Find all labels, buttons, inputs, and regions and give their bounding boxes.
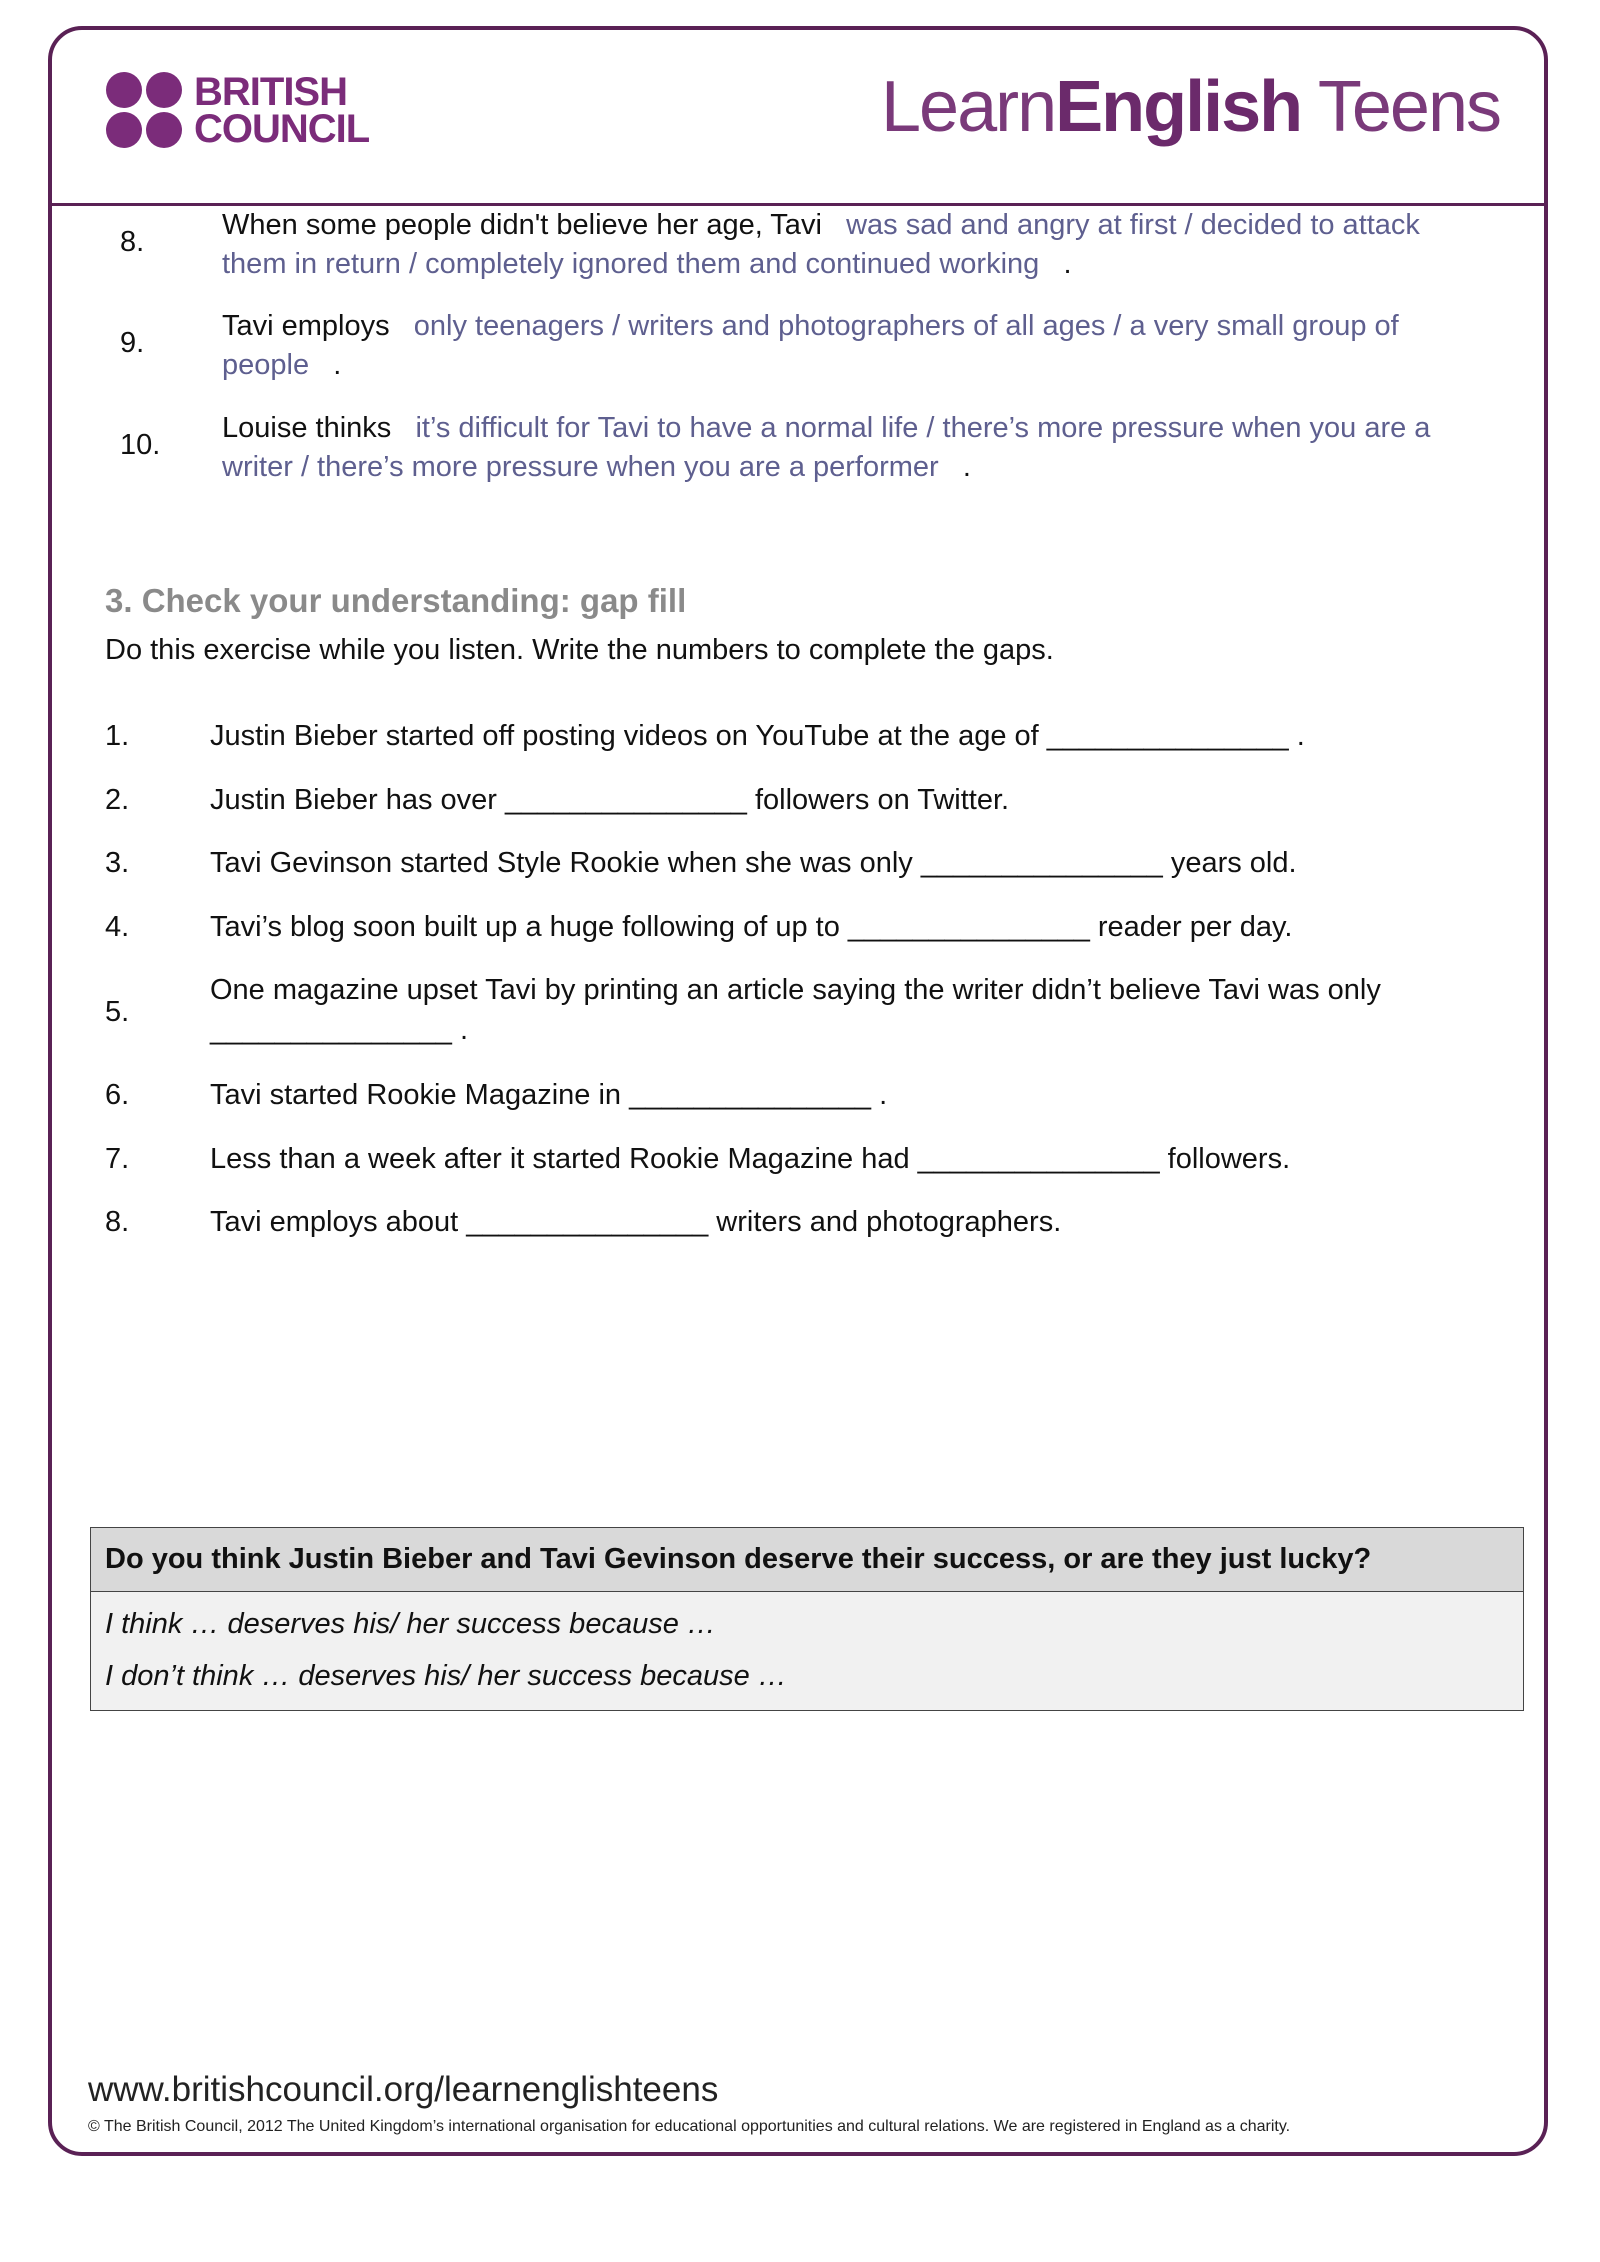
question-lead: When some people didn't believe her age, Tavi [222,209,822,241]
le-logo-english: English [1055,67,1302,147]
question-number: 10. [120,429,161,461]
british-council-logo [106,72,369,150]
item-number: 3. [105,847,130,879]
item-number: 1. [105,720,130,752]
item-text: Justin Bieber started off posting videos on YouTube at the age of _______________ . [210,720,1305,752]
item-text: Tavi Gevinson started Style Rookie when she was only _______________ years old. [210,847,1297,879]
question-lead: Louise thinks [222,412,392,444]
item-text: One magazine upset Tavi by printing an article saying the writer didn’t believe Tavi was only _______________ . [210,974,1381,1046]
question-number: 9. [120,327,145,359]
item-number: 8. [105,1206,130,1238]
discussion-prompt-2: I don’t think … deserves his/ her success because … [105,1660,787,1692]
learnenglish-teens-logo [881,66,1500,148]
question-end: . [1063,248,1072,280]
item-number: 2. [105,784,130,816]
question-end: . [333,349,342,381]
item-text: Tavi employs about _______________ writers and photographers. [210,1206,1062,1238]
item-number: 7. [105,1143,130,1175]
footer-url[interactable]: www.britishcouncil.org/learnenglishteens [88,2070,719,2109]
section-title: 3. Check your understanding: gap fill [105,582,687,619]
item-number: 6. [105,1079,130,1111]
question-options: was sad and angry at first / decided to attack them in return / completely ignored them and continued working [222,209,1420,280]
footer-copyright: © The British Council, 2012 The United Kingdom’s international organisation for educational opportunities and cultural relations. We are registered in England as a charity. [88,2118,1291,2135]
item-text: Justin Bieber has over _______________ followers on Twitter. [210,784,1010,816]
item-text: Tavi’s blog soon built up a huge following of up to _______________ reader per day. [210,911,1293,943]
discussion-question: Do you think Justin Bieber and Tavi Gevinson deserve their success, or are they just lucky? [91,1528,1523,1592]
question-end: . [962,451,971,483]
question-number: 8. [120,226,145,258]
item-text: Less than a week after it started Rookie Magazine had _______________ followers. [210,1143,1291,1175]
le-logo-teens: Teens [1301,67,1500,147]
question-options: it’s difficult for Tavi to have a normal life / there’s more pressure when you are a writer / there’s more pressure when you are a performer [222,412,1431,483]
item-number: 4. [105,911,130,943]
question-lead: Tavi employs [222,310,390,342]
discussion-prompt-1: I think … deserves his/ her success because … [105,1608,716,1640]
le-logo-learn: Learn [880,67,1056,147]
bc-logo-line1: BRITISH [194,70,347,114]
item-text: Tavi started Rookie Magazine in _______________ . [210,1079,888,1111]
question-options: only teenagers / writers and photographers of all ages / a very small group of people [222,310,1399,381]
item-number: 5. [105,996,130,1028]
british-council-dots-icon [106,72,184,150]
bc-logo-line2: COUNCIL [194,107,370,151]
section-instructions: Do this exercise while you listen. Write the numbers to complete the gaps. [105,634,1054,666]
discussion-box [90,1527,1524,1711]
